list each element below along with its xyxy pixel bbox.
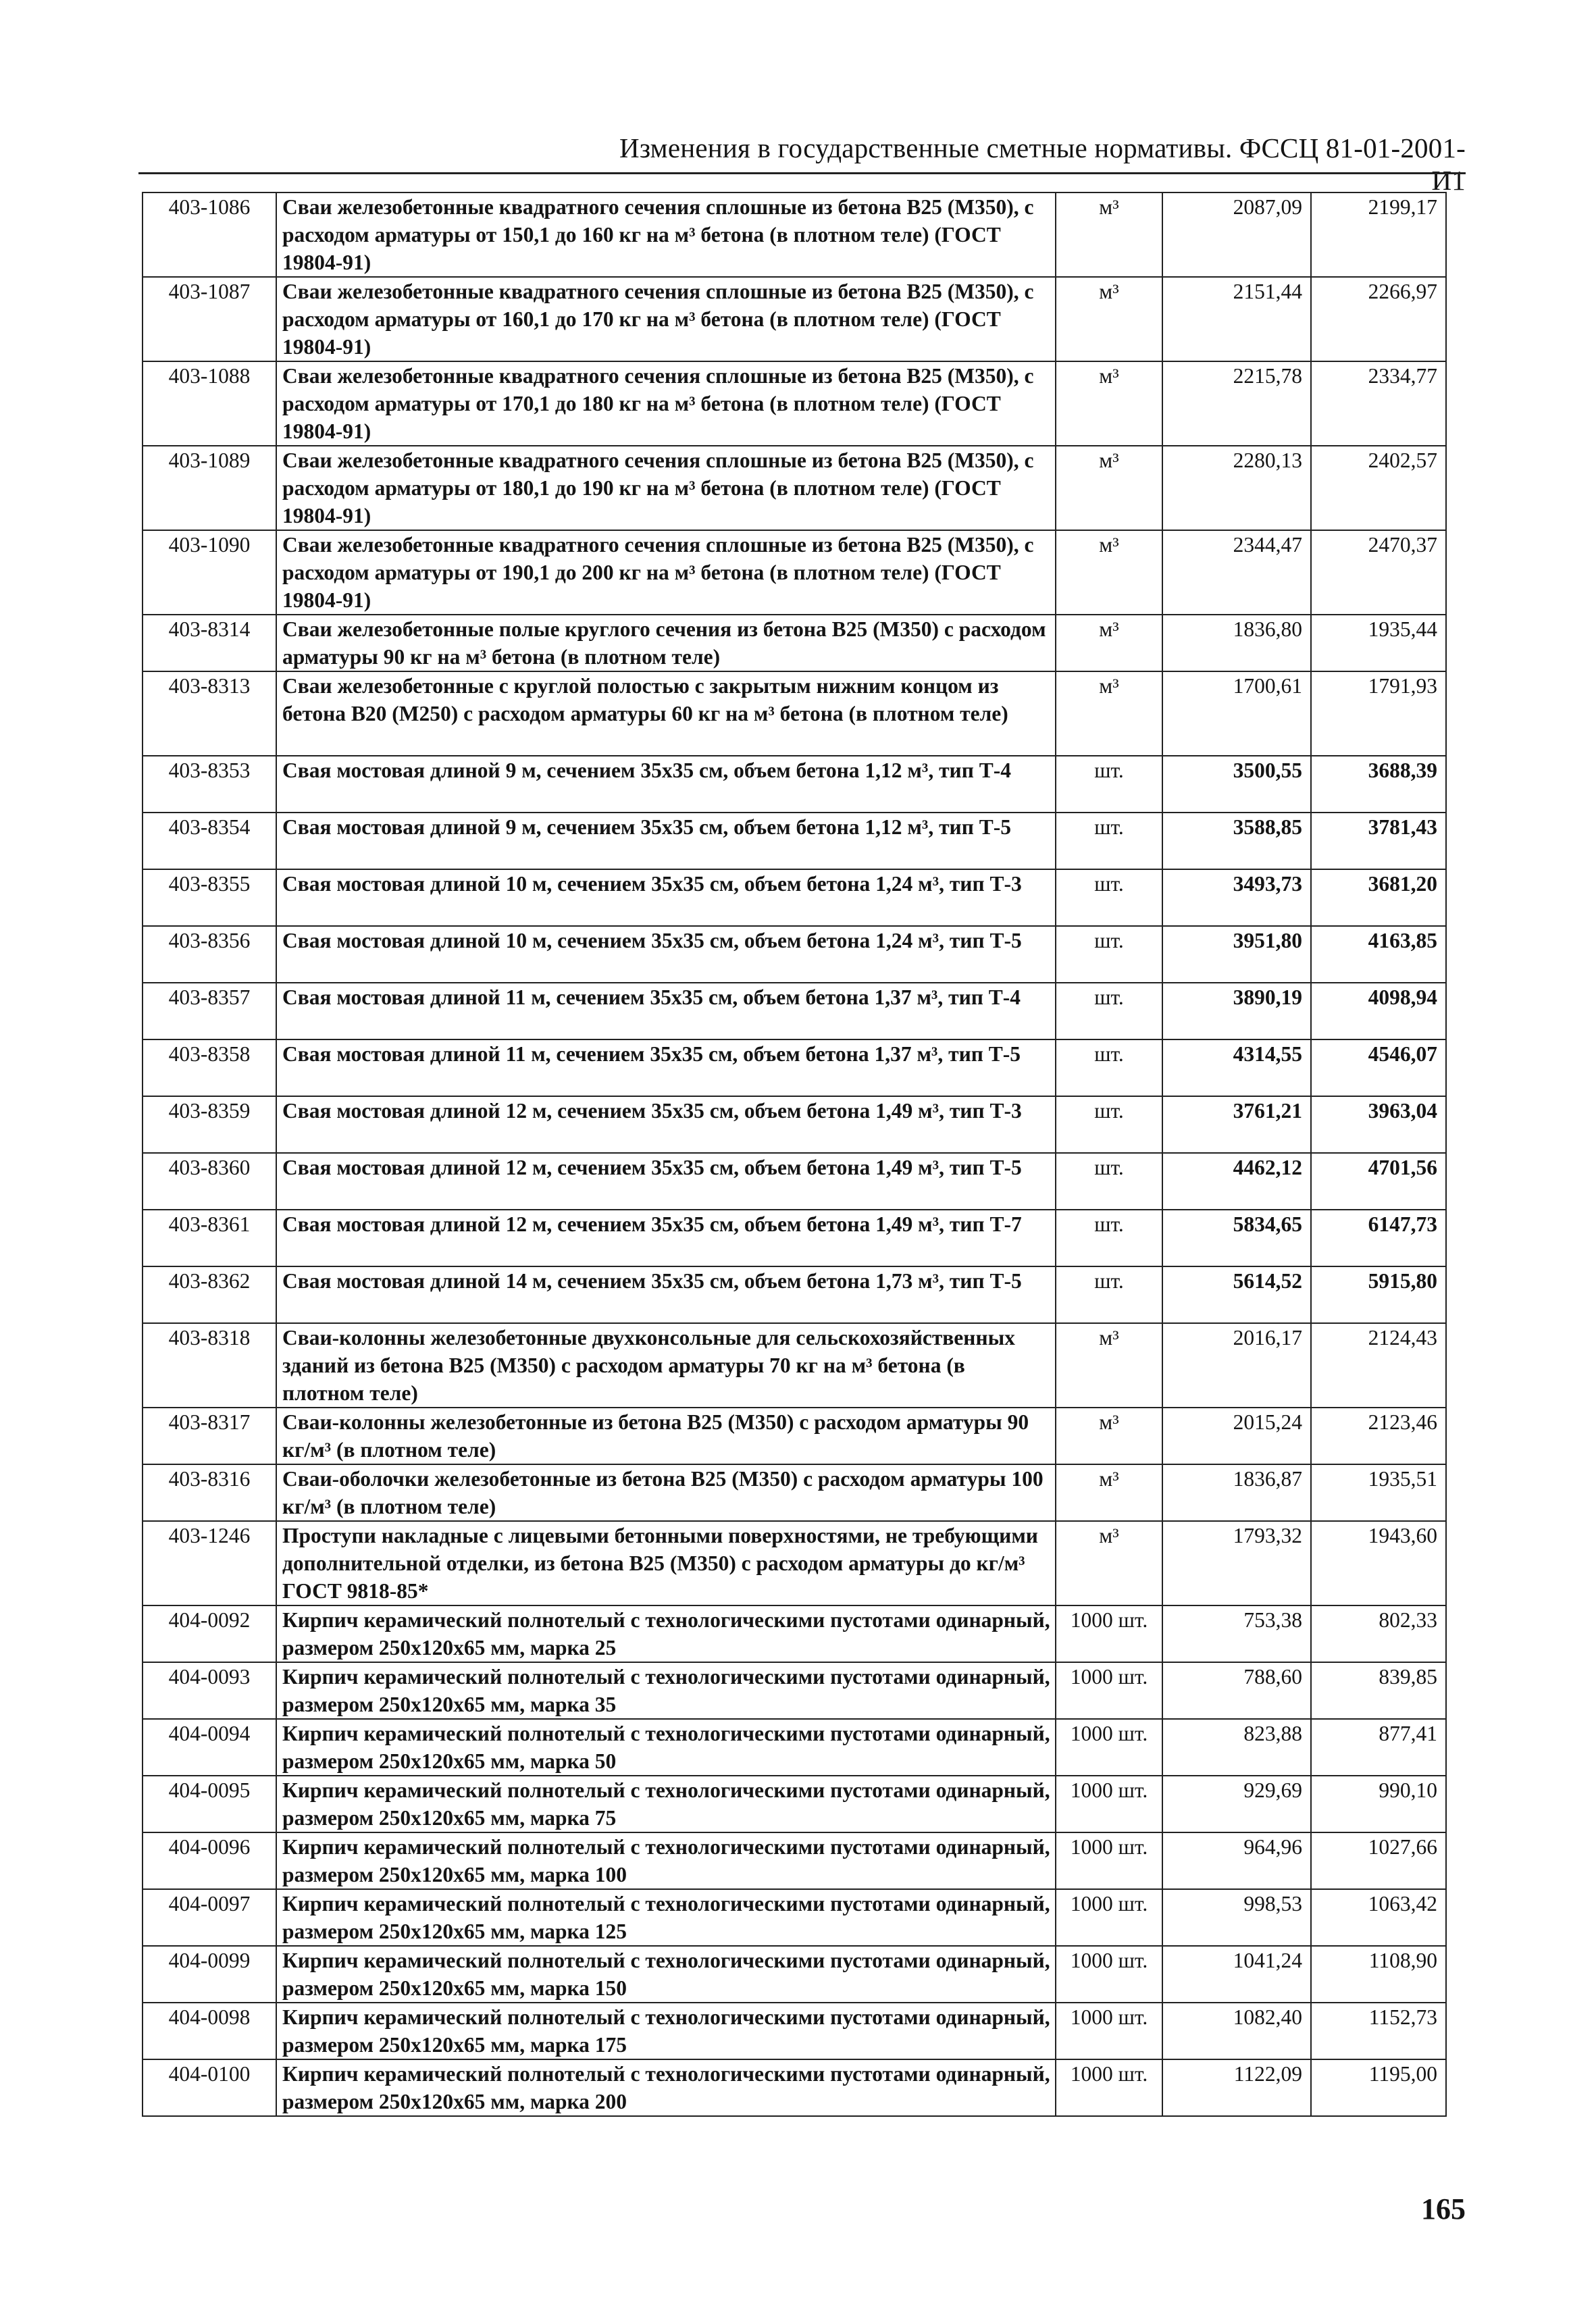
- table-row: [143, 277, 1446, 361]
- description-cell: Сваи-оболочки железобетонные из бетона В25 (М350) с расходом арматуры 100 кг/м³ (в плотном теле): [276, 1464, 1056, 1521]
- price-with-vat-cell: 1791,93: [1311, 671, 1446, 756]
- price-with-vat-cell: 2123,46: [1311, 1408, 1446, 1464]
- price-cell: 3890,19: [1162, 983, 1311, 1039]
- code-cell: 403-8314: [143, 615, 276, 671]
- unit-cell: 1000 шт.: [1056, 2059, 1162, 2116]
- price-cell: 2015,24: [1162, 1408, 1311, 1464]
- unit-cell: м³: [1056, 1464, 1162, 1521]
- table-row: [143, 446, 1446, 530]
- table-row: [143, 1323, 1446, 1408]
- unit-cell: м³: [1056, 615, 1162, 671]
- price-cell: 1082,40: [1162, 2003, 1311, 2059]
- price-with-vat-cell: 2402,57: [1311, 446, 1446, 530]
- description-cell: Кирпич керамический полнотелый с технологическими пустотами одинарный, размером 250х120х65 мм, марка 35: [276, 1662, 1056, 1719]
- description-cell: Свая мостовая длиной 11 м, сечением 35х35 см, объем бетона 1,37 м³, тип Т-5: [276, 1039, 1056, 1096]
- unit-cell: шт.: [1056, 1210, 1162, 1266]
- code-cell: 404-0094: [143, 1719, 276, 1776]
- code-cell: 404-0096: [143, 1832, 276, 1889]
- unit-cell: 1000 шт.: [1056, 1605, 1162, 1662]
- code-cell: 403-8359: [143, 1096, 276, 1153]
- unit-cell: м³: [1056, 1323, 1162, 1408]
- price-cell: 3588,85: [1162, 813, 1311, 869]
- code-cell: 403-8354: [143, 813, 276, 869]
- table-row: [143, 530, 1446, 615]
- price-with-vat-cell: 4163,85: [1311, 926, 1446, 983]
- description-cell: Свая мостовая длиной 9 м, сечением 35х35 см, объем бетона 1,12 м³, тип Т-4: [276, 756, 1056, 813]
- table-row: [143, 869, 1446, 926]
- price-with-vat-cell: 4098,94: [1311, 983, 1446, 1039]
- description-cell: Сваи-колонны железобетонные из бетона В25 (М350) с расходом арматуры 90 кг/м³ (в плотном теле): [276, 1408, 1056, 1464]
- price-cell: 823,88: [1162, 1719, 1311, 1776]
- table-row: [143, 1521, 1446, 1605]
- price-with-vat-cell: 2124,43: [1311, 1323, 1446, 1408]
- code-cell: 404-0099: [143, 1946, 276, 2003]
- unit-cell: м³: [1056, 361, 1162, 446]
- code-cell: 404-0092: [143, 1605, 276, 1662]
- price-cell: 5834,65: [1162, 1210, 1311, 1266]
- code-cell: 403-1089: [143, 446, 276, 530]
- price-with-vat-cell: 3781,43: [1311, 813, 1446, 869]
- code-cell: 403-8357: [143, 983, 276, 1039]
- price-with-vat-cell: 877,41: [1311, 1719, 1446, 1776]
- table-row: [143, 983, 1446, 1039]
- price-with-vat-cell: 1152,73: [1311, 2003, 1446, 2059]
- description-cell: Сваи железобетонные квадратного сечения сплошные из бетона В25 (М350), с расходом арматуры от 180,1 до 190 кг на м³ бетона (в плотном теле) (ГОСТ 19804-91): [276, 446, 1056, 530]
- code-cell: 403-8362: [143, 1266, 276, 1323]
- price-cell: 2151,44: [1162, 277, 1311, 361]
- table-row: [143, 1832, 1446, 1889]
- description-cell: Свая мостовая длиной 11 м, сечением 35х35 см, объем бетона 1,37 м³, тип Т-4: [276, 983, 1056, 1039]
- price-with-vat-cell: 839,85: [1311, 1662, 1446, 1719]
- price-cell: 753,38: [1162, 1605, 1311, 1662]
- description-cell: Кирпич керамический полнотелый с технологическими пустотами одинарный, размером 250х120х65 мм, марка 50: [276, 1719, 1056, 1776]
- table-row: [143, 926, 1446, 983]
- table-row: [143, 671, 1446, 756]
- code-cell: 403-8361: [143, 1210, 276, 1266]
- code-cell: 403-1088: [143, 361, 276, 446]
- table-row: [143, 1605, 1446, 1662]
- price-cell: 4462,12: [1162, 1153, 1311, 1210]
- description-cell: Кирпич керамический полнотелый с технологическими пустотами одинарный, размером 250х120х65 мм, марка 150: [276, 1946, 1056, 2003]
- price-with-vat-cell: 3963,04: [1311, 1096, 1446, 1153]
- code-cell: 403-8356: [143, 926, 276, 983]
- description-cell: Свая мостовая длиной 12 м, сечением 35х35 см, объем бетона 1,49 м³, тип Т-3: [276, 1096, 1056, 1153]
- description-cell: Сваи железобетонные квадратного сечения сплошные из бетона В25 (М350), с расходом арматуры от 160,1 до 170 кг на м³ бетона (в плотном теле) (ГОСТ 19804-91): [276, 277, 1056, 361]
- description-cell: Свая мостовая длиной 10 м, сечением 35х35 см, объем бетона 1,24 м³, тип Т-5: [276, 926, 1056, 983]
- unit-cell: 1000 шт.: [1056, 1776, 1162, 1832]
- unit-cell: м³: [1056, 1408, 1162, 1464]
- table-row: [143, 361, 1446, 446]
- unit-cell: м³: [1056, 1521, 1162, 1605]
- description-cell: Кирпич керамический полнотелый с технологическими пустотами одинарный, размером 250х120х65 мм, марка 100: [276, 1832, 1056, 1889]
- price-with-vat-cell: 1108,90: [1311, 1946, 1446, 2003]
- unit-cell: 1000 шт.: [1056, 1832, 1162, 1889]
- description-cell: Сваи железобетонные с круглой полостью с закрытым нижним концом из бетона В20 (М250) с расходом арматуры 60 кг на м³ бетона (в плотном теле): [276, 671, 1056, 756]
- description-cell: Свая мостовая длиной 10 м, сечением 35х35 см, объем бетона 1,24 м³, тип Т-3: [276, 869, 1056, 926]
- unit-cell: шт.: [1056, 1096, 1162, 1153]
- unit-cell: шт.: [1056, 926, 1162, 983]
- code-cell: 403-8313: [143, 671, 276, 756]
- code-cell: 404-0097: [143, 1889, 276, 1946]
- code-cell: 403-1090: [143, 530, 276, 615]
- description-cell: Сваи железобетонные полые круглого сечения из бетона В25 (М350) с расходом арматуры 90 кг на м³ бетона (в плотном теле): [276, 615, 1056, 671]
- unit-cell: шт.: [1056, 813, 1162, 869]
- price-cell: 3493,73: [1162, 869, 1311, 926]
- price-cell: 1793,32: [1162, 1521, 1311, 1605]
- price-cell: 1041,24: [1162, 1946, 1311, 2003]
- price-with-vat-cell: 1935,51: [1311, 1464, 1446, 1521]
- unit-cell: м³: [1056, 671, 1162, 756]
- price-with-vat-cell: 1943,60: [1311, 1521, 1446, 1605]
- price-cell: 2016,17: [1162, 1323, 1311, 1408]
- price-with-vat-cell: 1195,00: [1311, 2059, 1446, 2116]
- code-cell: 404-0095: [143, 1776, 276, 1832]
- table-row: [143, 1889, 1446, 1946]
- table-row: [143, 192, 1446, 277]
- description-cell: Кирпич керамический полнотелый с технологическими пустотами одинарный, размером 250х120х65 мм, марка 175: [276, 2003, 1056, 2059]
- price-with-vat-cell: 3688,39: [1311, 756, 1446, 813]
- description-cell: Свая мостовая длиной 12 м, сечением 35х35 см, объем бетона 1,49 м³, тип Т-7: [276, 1210, 1056, 1266]
- unit-cell: 1000 шт.: [1056, 1946, 1162, 2003]
- price-cell: 3500,55: [1162, 756, 1311, 813]
- code-cell: 403-8317: [143, 1408, 276, 1464]
- description-cell: Кирпич керамический полнотелый с технологическими пустотами одинарный, размером 250х120х65 мм, марка 75: [276, 1776, 1056, 1832]
- price-with-vat-cell: 802,33: [1311, 1605, 1446, 1662]
- price-with-vat-cell: 3681,20: [1311, 869, 1446, 926]
- price-cell: 3761,21: [1162, 1096, 1311, 1153]
- unit-cell: шт.: [1056, 1266, 1162, 1323]
- price-cell: 2215,78: [1162, 361, 1311, 446]
- table-row: [143, 813, 1446, 869]
- price-cell: 998,53: [1162, 1889, 1311, 1946]
- table-row: [143, 1662, 1446, 1719]
- price-with-vat-cell: 1935,44: [1311, 615, 1446, 671]
- code-cell: 403-8355: [143, 869, 276, 926]
- code-cell: 403-1087: [143, 277, 276, 361]
- price-with-vat-cell: 6147,73: [1311, 1210, 1446, 1266]
- unit-cell: м³: [1056, 530, 1162, 615]
- description-cell: Проступи накладные с лицевыми бетонными поверхностями, не требующими дополнительной отделки, из бетона В25 (М350) с расходом арматуры до кг/м³ ГОСТ 9818-85*: [276, 1521, 1056, 1605]
- code-cell: 403-8353: [143, 756, 276, 813]
- description-cell: Кирпич керамический полнотелый с технологическими пустотами одинарный, размером 250х120х65 мм, марка 200: [276, 2059, 1056, 2116]
- price-table: [142, 192, 1447, 2117]
- price-cell: 929,69: [1162, 1776, 1311, 1832]
- price-cell: 788,60: [1162, 1662, 1311, 1719]
- description-cell: Свая мостовая длиной 14 м, сечением 35х35 см, объем бетона 1,73 м³, тип Т-5: [276, 1266, 1056, 1323]
- price-with-vat-cell: 1063,42: [1311, 1889, 1446, 1946]
- unit-cell: 1000 шт.: [1056, 2003, 1162, 2059]
- code-cell: 403-1246: [143, 1521, 276, 1605]
- code-cell: 404-0093: [143, 1662, 276, 1719]
- table-row: [143, 1096, 1446, 1153]
- unit-cell: м³: [1056, 446, 1162, 530]
- unit-cell: шт.: [1056, 983, 1162, 1039]
- table-row: [143, 1464, 1446, 1521]
- table-row: [143, 1408, 1446, 1464]
- price-cell: 2280,13: [1162, 446, 1311, 530]
- unit-cell: шт.: [1056, 1153, 1162, 1210]
- table-row: [143, 615, 1446, 671]
- description-cell: Кирпич керамический полнотелый с технологическими пустотами одинарный, размером 250х120х65 мм, марка 125: [276, 1889, 1056, 1946]
- price-with-vat-cell: 5915,80: [1311, 1266, 1446, 1323]
- code-cell: 404-0098: [143, 2003, 276, 2059]
- description-cell: Сваи железобетонные квадратного сечения сплошные из бетона В25 (М350), с расходом арматуры от 190,1 до 200 кг на м³ бетона (в плотном теле) (ГОСТ 19804-91): [276, 530, 1056, 615]
- price-cell: 5614,52: [1162, 1266, 1311, 1323]
- table-row: [143, 2003, 1446, 2059]
- price-cell: 2344,47: [1162, 530, 1311, 615]
- table-row: [143, 1946, 1446, 2003]
- price-with-vat-cell: 1027,66: [1311, 1832, 1446, 1889]
- price-cell: 3951,80: [1162, 926, 1311, 983]
- description-cell: Сваи железобетонные квадратного сечения сплошные из бетона В25 (М350), с расходом арматуры от 170,1 до 180 кг на м³ бетона (в плотном теле) (ГОСТ 19804-91): [276, 361, 1056, 446]
- price-cell: 964,96: [1162, 1832, 1311, 1889]
- price-table-body: [143, 192, 1446, 2116]
- description-cell: Свая мостовая длиной 12 м, сечением 35х35 см, объем бетона 1,49 м³, тип Т-5: [276, 1153, 1056, 1210]
- unit-cell: шт.: [1056, 1039, 1162, 1096]
- unit-cell: шт.: [1056, 756, 1162, 813]
- table-row: [143, 1719, 1446, 1776]
- description-cell: Кирпич керамический полнотелый с технологическими пустотами одинарный, размером 250х120х65 мм, марка 25: [276, 1605, 1056, 1662]
- unit-cell: 1000 шт.: [1056, 1889, 1162, 1946]
- price-cell: 1700,61: [1162, 671, 1311, 756]
- code-cell: 403-8318: [143, 1323, 276, 1408]
- unit-cell: м³: [1056, 192, 1162, 277]
- table-row: [143, 1776, 1446, 1832]
- price-cell: 2087,09: [1162, 192, 1311, 277]
- description-cell: Свая мостовая длиной 9 м, сечением 35х35 см, объем бетона 1,12 м³, тип Т-5: [276, 813, 1056, 869]
- code-cell: 403-1086: [143, 192, 276, 277]
- unit-cell: м³: [1056, 277, 1162, 361]
- code-cell: 403-8360: [143, 1153, 276, 1210]
- table-row: [143, 1153, 1446, 1210]
- price-with-vat-cell: 4701,56: [1311, 1153, 1446, 1210]
- price-with-vat-cell: 990,10: [1311, 1776, 1446, 1832]
- price-cell: 1836,80: [1162, 615, 1311, 671]
- page-header: Изменения в государственные сметные нормативы. ФССЦ 81-01-2001-И1: [619, 132, 1466, 196]
- price-with-vat-cell: 2334,77: [1311, 361, 1446, 446]
- price-cell: 1836,87: [1162, 1464, 1311, 1521]
- unit-cell: 1000 шт.: [1056, 1719, 1162, 1776]
- unit-cell: шт.: [1056, 869, 1162, 926]
- price-cell: 4314,55: [1162, 1039, 1311, 1096]
- table-row: [143, 756, 1446, 813]
- table-row: [143, 1039, 1446, 1096]
- price-cell: 1122,09: [1162, 2059, 1311, 2116]
- table-row: [143, 1266, 1446, 1323]
- price-with-vat-cell: 4546,07: [1311, 1039, 1446, 1096]
- description-cell: Сваи железобетонные квадратного сечения сплошные из бетона В25 (М350), с расходом арматуры от 150,1 до 160 кг на м³ бетона (в плотном теле) (ГОСТ 19804-91): [276, 192, 1056, 277]
- unit-cell: 1000 шт.: [1056, 1662, 1162, 1719]
- price-with-vat-cell: 2199,17: [1311, 192, 1446, 277]
- header-rule: [138, 172, 1466, 174]
- description-cell: Сваи-колонны железобетонные двухконсольные для сельскохозяйственных зданий из бетона В25 (М350) с расходом арматуры 70 кг на м³ бетона (в плотном теле): [276, 1323, 1056, 1408]
- table-row: [143, 1210, 1446, 1266]
- code-cell: 403-8358: [143, 1039, 276, 1096]
- page-number: 165: [1421, 2192, 1466, 2226]
- code-cell: 404-0100: [143, 2059, 276, 2116]
- price-with-vat-cell: 2266,97: [1311, 277, 1446, 361]
- price-with-vat-cell: 2470,37: [1311, 530, 1446, 615]
- table-row: [143, 2059, 1446, 2116]
- code-cell: 403-8316: [143, 1464, 276, 1521]
